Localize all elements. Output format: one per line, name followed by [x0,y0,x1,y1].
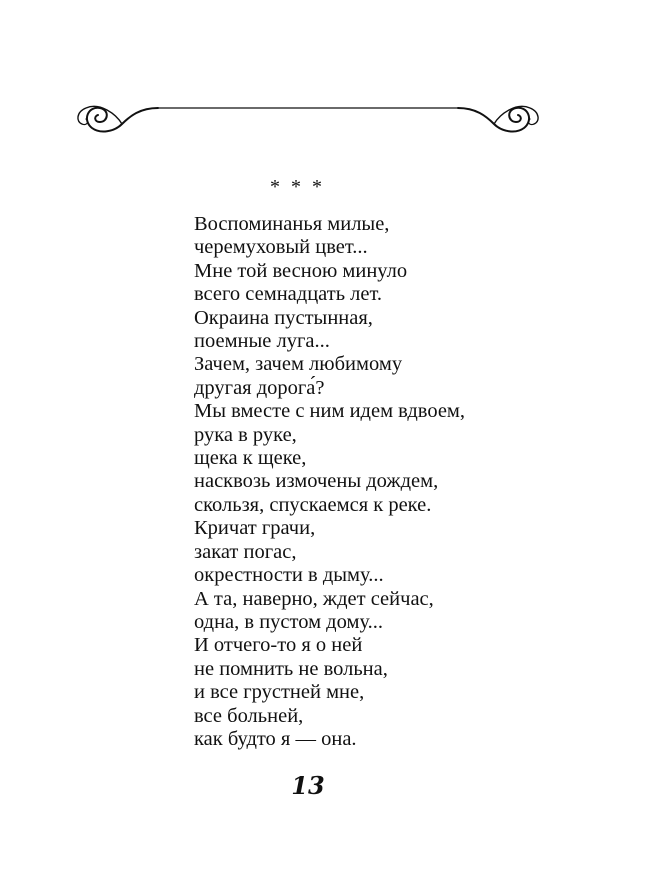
poem-line: как будто я — она. [194,727,357,750]
poem-line: черемуховый цвет... [194,236,368,259]
poem-line: щека к щеке, [194,447,307,470]
poem-line: Зачем, зачем любимому [194,353,403,376]
poem-line: и все грустней мне, [194,681,365,704]
poem-line: А та, наверно, ждет сейчас, [194,587,434,610]
poem-line: рука в руке, [194,423,297,446]
poem-line: Воспоминанья милые, [194,213,390,235]
poem-line: Мне той весною минуло [194,259,408,282]
poem-line: всего семнадцать лет. [194,283,383,306]
poem-line: И отчего-то я о ней [194,634,363,657]
poem-line: другая дорога́? [194,376,325,399]
poem-line: Мы вместе с ним идем вдвоем, [194,400,466,423]
decorative-flourish-icon [70,92,580,142]
poem-line: поемные луга... [194,330,330,353]
page-number: 13 [291,771,325,800]
poem-line: окрестности в дыму... [194,564,384,587]
poem-line: скользя, спускаемся к реке. [194,493,432,516]
poem-line: не помнить не вольна, [194,657,388,680]
poem-line: все больней, [194,704,304,727]
poem-line: Окраина пустынная, [194,306,373,329]
poem-line: Кричат грачи, [194,517,316,540]
poem-line: одна, в пустом дому... [194,610,384,633]
poem-line: насквозь измочены дождем, [194,470,439,493]
poem-line: закат погас, [194,540,297,563]
section-separator: * * * [270,176,322,198]
poem-text [194,213,465,751]
